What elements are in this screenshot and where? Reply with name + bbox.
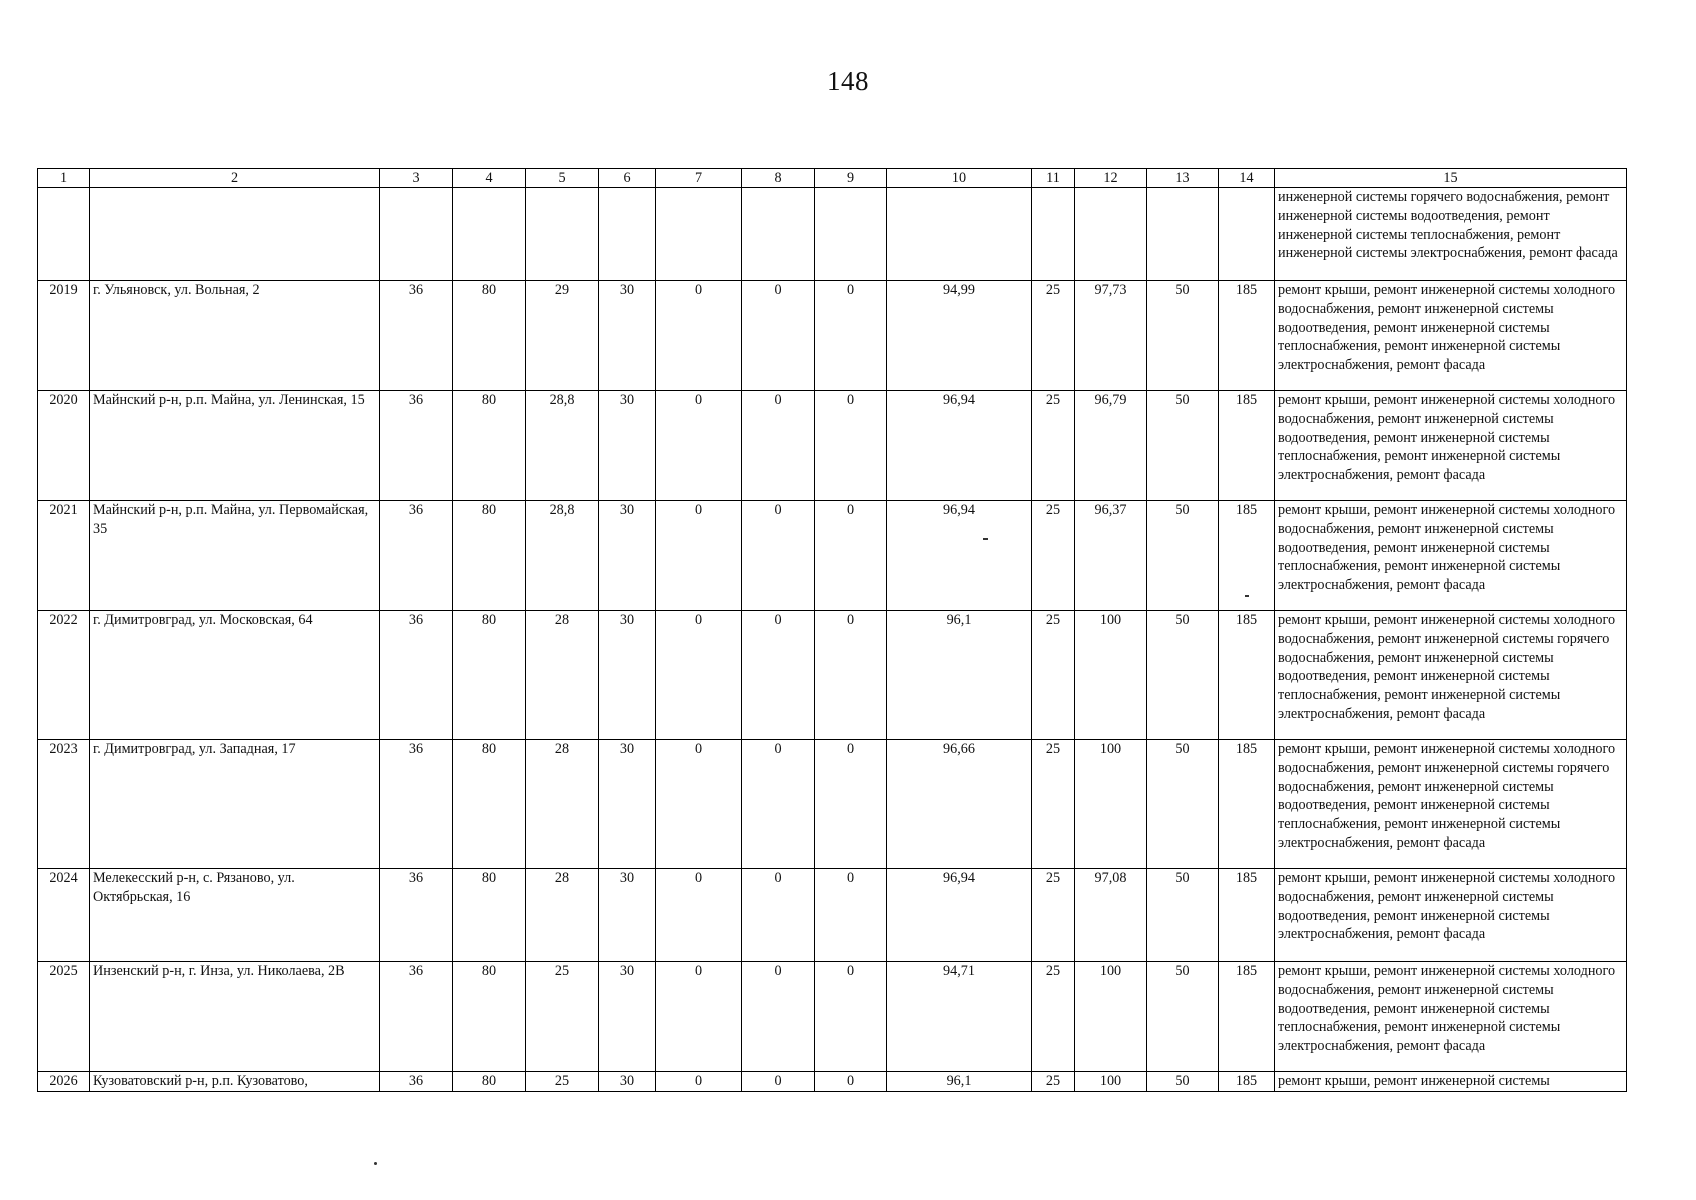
empty-cell [887,188,1032,281]
col10-cell: 96,94 [887,869,1032,962]
header-cell: 2 [90,169,380,188]
row-number-cell: 2023 [38,740,90,869]
row-number-cell: 2021 [38,501,90,611]
header-cell: 11 [1032,169,1075,188]
col9-cell: 0 [815,281,887,391]
col12-cell: 100 [1075,962,1147,1072]
empty-cell [380,188,453,281]
col13-cell: 50 [1147,962,1219,1072]
empty-cell [815,188,887,281]
col6-cell: 30 [599,391,656,501]
col11-cell: 25 [1032,1072,1075,1092]
col14-cell: 185 [1219,740,1275,869]
col9-cell: 0 [815,1072,887,1092]
col7-cell: 0 [656,501,742,611]
col13-cell: 50 [1147,869,1219,962]
col10-cell: 94,71 [887,962,1032,1072]
col5-cell: 28 [526,869,599,962]
header-row [38,169,1627,188]
col8-cell: 0 [742,281,815,391]
col4-cell: 80 [453,611,526,740]
header-cell: 6 [599,169,656,188]
col13-cell: 50 [1147,1072,1219,1092]
table-row [38,1072,1627,1092]
empty-cell [90,188,380,281]
header-cell: 13 [1147,169,1219,188]
col14-cell: 185 [1219,501,1275,611]
col9-cell: 0 [815,501,887,611]
row-number-cell: 2024 [38,869,90,962]
header-cell: 8 [742,169,815,188]
col12-cell: 97,08 [1075,869,1147,962]
col3-cell: 36 [380,869,453,962]
header-cell: 15 [1275,169,1627,188]
address-cell: Мелекесский р-н, с. Рязаново, ул. Октябрьская, 16 [90,869,380,962]
col11-cell: 25 [1032,281,1075,391]
empty-cell [1147,188,1219,281]
empty-cell [1032,188,1075,281]
col3-cell: 36 [380,501,453,611]
col8-cell: 0 [742,869,815,962]
empty-cell [599,188,656,281]
works-cell: ремонт крыши, ремонт инженерной системы холодного водоснабжения, ремонт инженерной системы горячего водоснабжения, ремонт инженерной системы водоотведения, ремонт инженерной системы теплоснабжения, ремонт инженерной системы электроснабжения, ремонт фасада [1275,611,1627,740]
continuation-row [38,188,1627,281]
address-cell: г. Димитровград, ул. Московская, 64 [90,611,380,740]
col5-cell: 28,8 [526,501,599,611]
scan-artifact [374,1162,377,1165]
col3-cell: 36 [380,281,453,391]
works-cell: ремонт крыши, ремонт инженерной системы холодного водоснабжения, ремонт инженерной системы водоотведения, ремонт инженерной системы теплоснабжения, ремонт инженерной системы электроснабжения, ремонт фасада [1275,501,1627,611]
col4-cell: 80 [453,281,526,391]
col14-cell: 185 [1219,611,1275,740]
col6-cell: 30 [599,611,656,740]
col6-cell: 30 [599,1072,656,1092]
works-cell: ремонт крыши, ремонт инженерной системы [1275,1072,1627,1092]
col7-cell: 0 [656,611,742,740]
header-cell: 7 [656,169,742,188]
col12-cell: 100 [1075,1072,1147,1092]
col11-cell: 25 [1032,869,1075,962]
header-cell: 9 [815,169,887,188]
col12-cell: 96,79 [1075,391,1147,501]
empty-cell [526,188,599,281]
header-cell: 4 [453,169,526,188]
col9-cell: 0 [815,962,887,1072]
col10-cell: 94,99 [887,281,1032,391]
col10-cell: 96,94 [887,391,1032,501]
scan-artifact [983,538,988,540]
col3-cell: 36 [380,740,453,869]
empty-cell [656,188,742,281]
capital-repair-table [37,168,1627,1092]
scan-artifact [1245,595,1249,597]
row-number-cell: 2019 [38,281,90,391]
works-cell: ремонт крыши, ремонт инженерной системы холодного водоснабжения, ремонт инженерной системы водоотведения, ремонт инженерной системы электроснабжения, ремонт фасада [1275,869,1627,962]
col4-cell: 80 [453,740,526,869]
col11-cell: 25 [1032,962,1075,1072]
row-number-cell: 2026 [38,1072,90,1092]
col8-cell: 0 [742,740,815,869]
col14-cell: 185 [1219,962,1275,1072]
address-cell: Майнский р-н, р.п. Майна, ул. Первомайская, 35 [90,501,380,611]
col13-cell: 50 [1147,611,1219,740]
col11-cell: 25 [1032,391,1075,501]
table-row [38,611,1627,740]
header-cell: 3 [380,169,453,188]
col4-cell: 80 [453,869,526,962]
row-number-cell: 2020 [38,391,90,501]
col11-cell: 25 [1032,501,1075,611]
table-row [38,869,1627,962]
col5-cell: 28 [526,740,599,869]
row-number-cell: 2022 [38,611,90,740]
col8-cell: 0 [742,962,815,1072]
col10-cell: 96,94 [887,501,1032,611]
col6-cell: 30 [599,962,656,1072]
col3-cell: 36 [380,1072,453,1092]
col12-cell: 97,73 [1075,281,1147,391]
col9-cell: 0 [815,611,887,740]
col14-cell: 185 [1219,869,1275,962]
col3-cell: 36 [380,962,453,1072]
col8-cell: 0 [742,611,815,740]
col6-cell: 30 [599,281,656,391]
col5-cell: 28 [526,611,599,740]
col7-cell: 0 [656,962,742,1072]
col14-cell: 185 [1219,281,1275,391]
col14-cell: 185 [1219,391,1275,501]
address-cell: г. Ульяновск, ул. Вольная, 2 [90,281,380,391]
works-cell: ремонт крыши, ремонт инженерной системы холодного водоснабжения, ремонт инженерной системы водоотведения, ремонт инженерной системы теплоснабжения, ремонт инженерной системы электроснабжения, ремонт фасада [1275,962,1627,1072]
table-row [38,962,1627,1072]
col6-cell: 30 [599,501,656,611]
col14-cell: 185 [1219,1072,1275,1092]
col10-cell: 96,1 [887,611,1032,740]
col13-cell: 50 [1147,501,1219,611]
col4-cell: 80 [453,391,526,501]
address-cell: Кузоватовский р-н, р.п. Кузоватово, [90,1072,380,1092]
col8-cell: 0 [742,501,815,611]
empty-cell [38,188,90,281]
header-cell: 12 [1075,169,1147,188]
col9-cell: 0 [815,740,887,869]
row-number-cell: 2025 [38,962,90,1072]
address-cell: Майнский р-н, р.п. Майна, ул. Ленинская, 15 [90,391,380,501]
address-cell: г. Димитровград, ул. Западная, 17 [90,740,380,869]
col12-cell: 100 [1075,740,1147,869]
col7-cell: 0 [656,740,742,869]
works-cell: ремонт крыши, ремонт инженерной системы холодного водоснабжения, ремонт инженерной системы горячего водоснабжения, ремонт инженерной системы водоотведения, ремонт инженерной системы теплоснабжения, ремонт инженерной системы электроснабжения, ремонт фасада [1275,740,1627,869]
table-row [38,281,1627,391]
header-cell: 1 [38,169,90,188]
col8-cell: 0 [742,1072,815,1092]
empty-cell [1075,188,1147,281]
col13-cell: 50 [1147,740,1219,869]
empty-cell [453,188,526,281]
col4-cell: 80 [453,962,526,1072]
address-cell: Инзенский р-н, г. Инза, ул. Николаева, 2В [90,962,380,1072]
col12-cell: 100 [1075,611,1147,740]
col7-cell: 0 [656,869,742,962]
page-number: 148 [827,66,869,96]
col11-cell: 25 [1032,611,1075,740]
table-row [38,391,1627,501]
col4-cell: 80 [453,1072,526,1092]
col5-cell: 25 [526,1072,599,1092]
col9-cell: 0 [815,391,887,501]
header-cell: 14 [1219,169,1275,188]
works-cell: ремонт крыши, ремонт инженерной системы холодного водоснабжения, ремонт инженерной системы водоотведения, ремонт инженерной системы теплоснабжения, ремонт инженерной системы электроснабжения, ремонт фасада [1275,391,1627,501]
col7-cell: 0 [656,281,742,391]
col10-cell: 96,66 [887,740,1032,869]
col13-cell: 50 [1147,281,1219,391]
col4-cell: 80 [453,501,526,611]
col11-cell: 25 [1032,740,1075,869]
col9-cell: 0 [815,869,887,962]
header-cell: 10 [887,169,1032,188]
col6-cell: 30 [599,740,656,869]
col3-cell: 36 [380,391,453,501]
col8-cell: 0 [742,391,815,501]
col12-cell: 96,37 [1075,501,1147,611]
col6-cell: 30 [599,869,656,962]
empty-cell [742,188,815,281]
header-cell: 5 [526,169,599,188]
col10-cell: 96,1 [887,1072,1032,1092]
works-cell: инженерной системы горячего водоснабжения, ремонт инженерной системы водоотведения, ремонт инженерной системы теплоснабжения, ремонт инженерной системы электроснабжения, ремонт фасада [1275,188,1627,281]
table-row [38,501,1627,611]
col5-cell: 28,8 [526,391,599,501]
table-row [38,740,1627,869]
col13-cell: 50 [1147,391,1219,501]
col3-cell: 36 [380,611,453,740]
works-cell: ремонт крыши, ремонт инженерной системы холодного водоснабжения, ремонт инженерной системы водоотведения, ремонт инженерной системы теплоснабжения, ремонт инженерной системы электроснабжения, ремонт фасада [1275,281,1627,391]
col5-cell: 25 [526,962,599,1072]
empty-cell [1219,188,1275,281]
col5-cell: 29 [526,281,599,391]
col7-cell: 0 [656,1072,742,1092]
col7-cell: 0 [656,391,742,501]
